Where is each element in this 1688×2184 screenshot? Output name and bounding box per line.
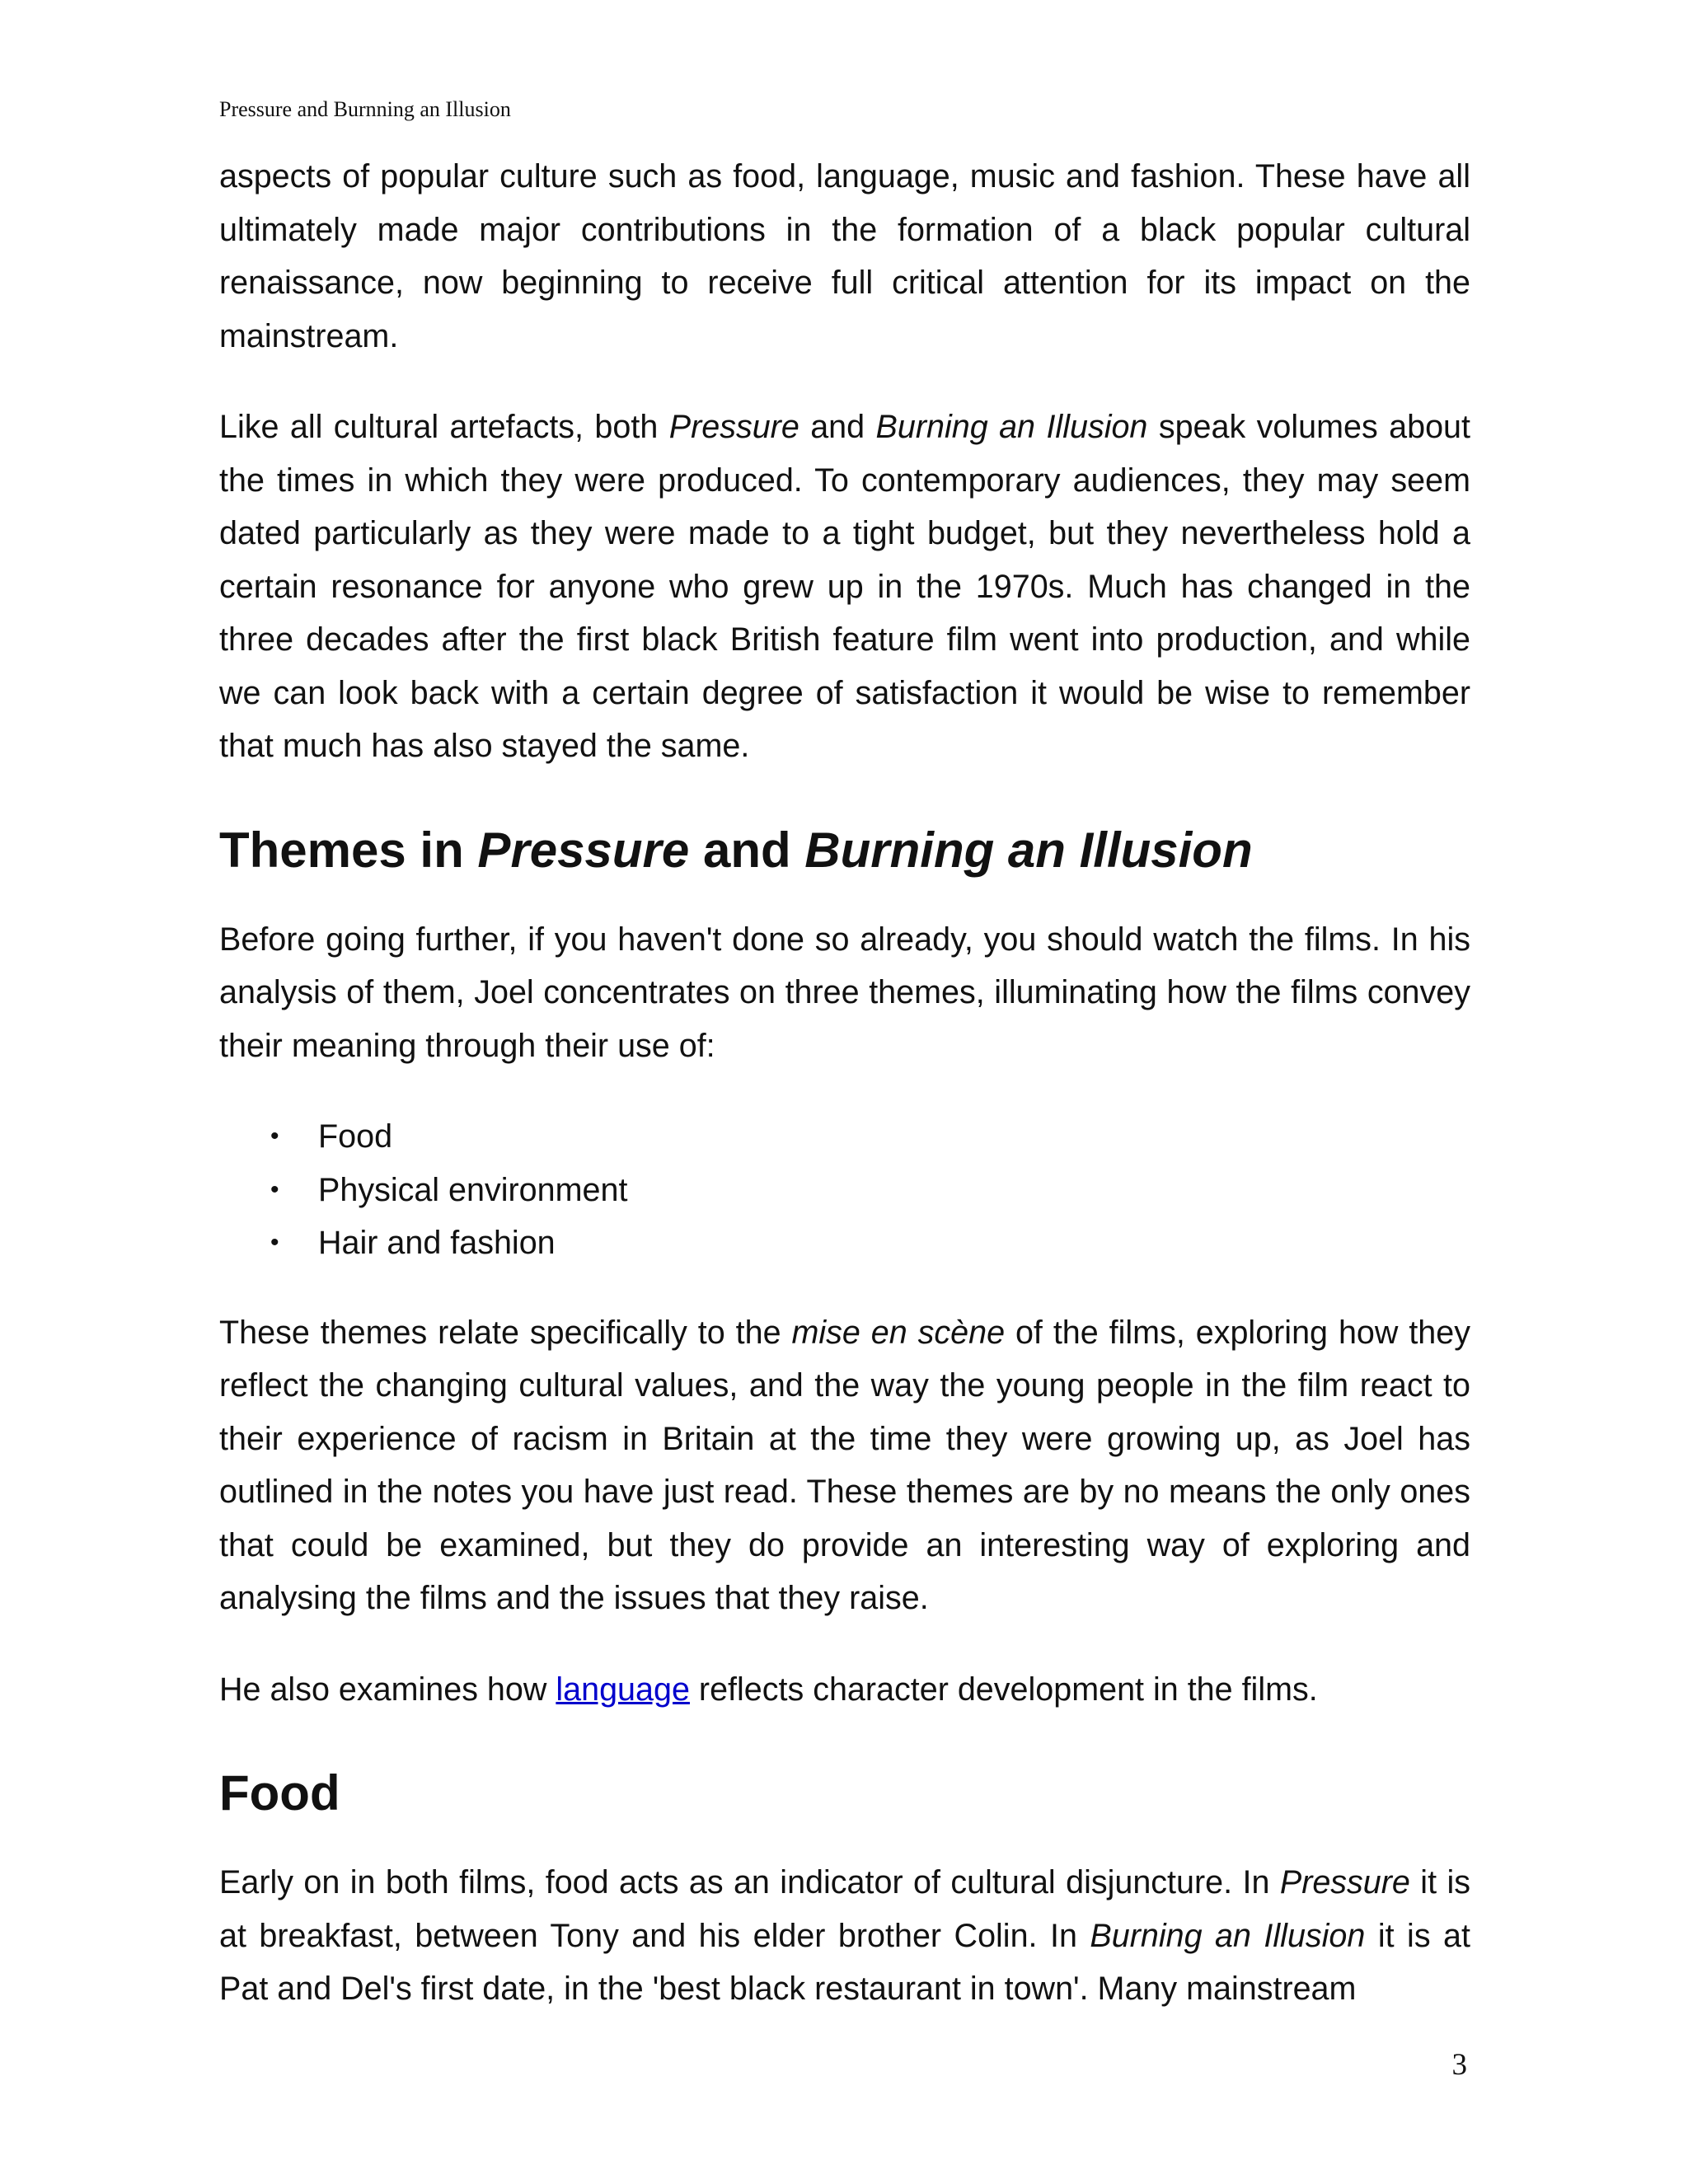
paragraph-food — [219, 1856, 1470, 2016]
paragraph-cultural-artefacts — [219, 401, 1470, 773]
list-item-label: Physical environment — [318, 1171, 628, 1208]
text-run: speak volumes about the times in which they were produced. To contemporary audiences, they may seem dated particularly as they were made to a tight budget, but they nevertheless hold a certain resonance for anyone who grew up in the 1970s. Much has changed in the three decades after the first black British feature film went into production, and while we can look back with a certain degree of satisfaction it would be wise to remember that much has also stayed the same. — [219, 409, 1470, 764]
text-run: and — [799, 409, 876, 445]
list-item-label: Food — [318, 1118, 393, 1155]
heading-text-run: and — [689, 822, 805, 878]
text-run: He also examines how — [219, 1671, 556, 1708]
list-item — [219, 1216, 1470, 1270]
heading-text-run: Themes in — [219, 822, 478, 878]
themes-list — [219, 1110, 1470, 1270]
text-run: These themes relate specifically to the — [219, 1314, 792, 1351]
term-mise-en-scene: mise en scène — [791, 1314, 1006, 1351]
film-title-pressure: Pressure — [1279, 1864, 1410, 1900]
heading-film-title-pressure: Pressure — [477, 822, 690, 878]
paragraph-language — [219, 1663, 1470, 1717]
language-link[interactable]: language — [556, 1671, 690, 1708]
text-run: it is at breakfast, between Tony and his elder brother Colin. In — [219, 1864, 1470, 1954]
list-item-label: Hair and fashion — [318, 1225, 556, 1261]
film-title-burning-an-illusion: Burning an Illusion — [875, 409, 1148, 445]
list-item — [219, 1164, 1470, 1217]
heading-food: Food — [219, 1765, 340, 1821]
bullet-icon: • — [270, 1175, 279, 1203]
text-run: it is at Pat and Del's first date, in the 'best black restaurant in town'. Many mainstream — [219, 1917, 1470, 2007]
heading-film-title-burning-an-illusion: Burning an Illusion — [804, 822, 1253, 878]
heading-themes — [219, 821, 1470, 880]
text-run: Early on in both films, food acts as an indicator of cultural disjuncture. In — [219, 1864, 1280, 1900]
page-content — [219, 150, 1470, 2054]
bullet-icon: • — [270, 1122, 279, 1150]
bullet-icon: • — [270, 1229, 279, 1256]
running-header: Pressure and Burnning an Illusion — [219, 97, 511, 121]
paragraph-watch-films: Before going further, if you haven't done so already, you should watch the films. In his analysis of them, Joel concentrates on three themes, illuminating how the films convey their meaning through their use of: — [219, 921, 1470, 1064]
text-run: Like all cultural artefacts, both — [219, 409, 669, 445]
film-title-burning-an-illusion: Burning an Illusion — [1090, 1917, 1366, 1954]
text-run: reflects character development in the films. — [689, 1671, 1318, 1708]
page-number: 3 — [1451, 2048, 1467, 2082]
film-title-pressure: Pressure — [668, 409, 799, 445]
list-item — [219, 1110, 1470, 1164]
text-run: of the films, exploring how they reflect the changing cultural values, and the way the young people in the film react to their experience of racism in Britain at the time they were growing up, as Joel has outlined in the notes you have just read. These themes are by no means the only ones that could be examined, but they do provide an interesting way of exploring and analysing the films and the issues that they raise. — [219, 1314, 1470, 1616]
paragraph-mise-en-scene — [219, 1306, 1470, 1625]
paragraph-intro: aspects of popular culture such as food, language, music and fashion. These have all ultimately made major contributions in the formation of a black popular cultural renaissance, now beginning to receive full critical attention for its impact on the mainstream. — [219, 158, 1470, 354]
